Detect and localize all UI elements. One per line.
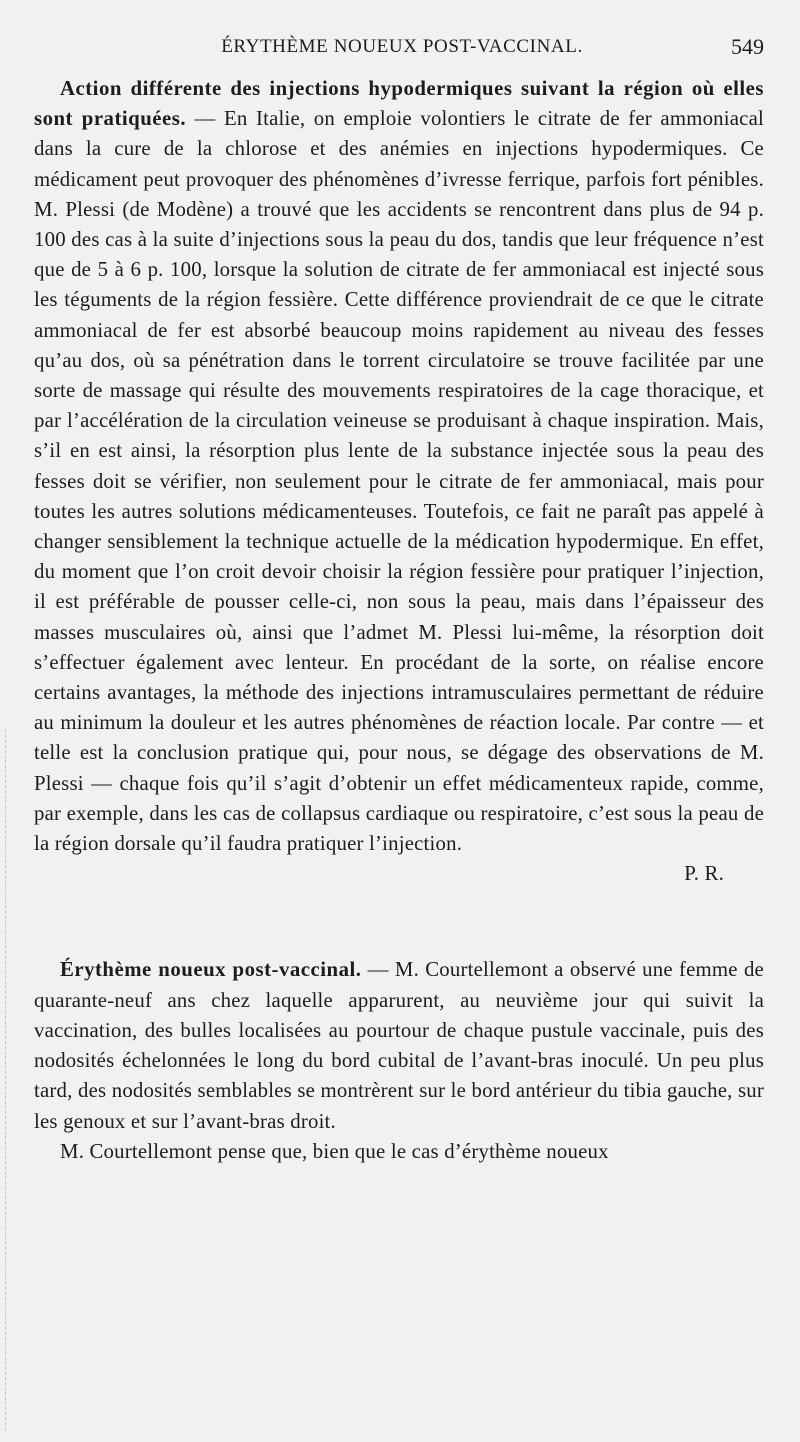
article-erytheme-heading: Érythème noueux post-vaccinal. — [60, 958, 362, 982]
article-injections-text: — En Italie, on emploie volontiers le citrate de fer ammoniacal dans la cure de la chlorose et des anémies en injections hypodermiques. Ce médicament peut provoquer des phénomènes d’ivresse ferrique, parfois fort pénibles. M. Plessi (de Modène) a trouvé que les accidents se rencontrent dans plus de 94 p. 100 des cas à la suite d’injections sous la peau du dos, tandis que leur fréquence n’est que de 5 à 6 p. 100, lorsque la solution de citrate de fer ammoniacal est injecté sous les téguments de la région fessière. Cette différence proviendrait de ce que le citrate ammoniacal de fer est absorbé beaucoup moins rapidement au niveau des fesses qu’au dos, où sa pénétration dans le torrent circulatoire se trouve facilitée par une sorte de massage qui résulte des mouvements respiratoires de la cage thoracique, et par l’accélération de la circulation veineuse se produisant à chaque inspiration. Mais, s’il en est ainsi, la résorption plus lente de la substance injectée sous la peau des fesses doit se vérifier, non seulement pour le citrate de fer ammoniacal, mais pour toutes les autres solutions médicamenteuses. Toutefois, ce fait ne paraît pas appelé à changer sensiblement la technique actuelle de la médication hypodermique. En effet, du moment que l’on croit devoir choisir la région fessière pour pratiquer l’injection, il est préférable de pousser celle-ci, non sous la peau, mais dans l’épaisseur des masses musculaires où, ainsi que l’admet M. Plessi lui-même, la résorption doit s’effectuer également avec lenteur. En procédant de la sorte, on réalise encore certains avantages, la méthode des injections intramusculaires permettant de réduire au minimum la douleur et les autres phénomènes de réaction locale. Par contre — et telle est la conclusion pratique qui, pour nous, se dégage des observations de M. Plessi — chaque fois qu’il s’agit d’obtenir un effet médicamenteux rapide, comme, par exemple, dans les cas de collapsus cardiaque ou respiratoire, c’est sous la peau de la région dorsale qu’il faudra pratiquer l’injection. — [34, 107, 765, 856]
page-header — [40, 28, 764, 68]
page-number: 549 — [731, 34, 764, 59]
article-injections — [34, 74, 764, 859]
article-signature: P. R. — [684, 862, 724, 886]
article-erytheme-text: — M. Courtellemont a observé une femme de quarante-neuf ans chez laquelle apparurent, au neuvième jour qui suivit la vaccination, des bulles localisées au pourtour de chaque pustule vaccinale, puis des nodosités échelonnées le long du bord cubital de l’avant-bras inoculé. Un peu plus tard, des nodosités semblables se montrèrent sur le bord antérieur du tibia gauche, sur les genoux et sur l’avant-bras droit. — [34, 958, 764, 1133]
article-injections-heading: Action différente des injections hypodermiques suivant la région où elles sont pratiquées. — [34, 77, 764, 131]
article-erytheme-continuation: M. Courtellemont pense que, bien que le cas d’érythème noueux — [60, 1139, 609, 1163]
margin-scan-mark — [5, 730, 7, 1430]
page-body — [34, 74, 764, 1167]
article-erytheme — [34, 955, 764, 1136]
running-title: ÉRYTHÈME NOUEUX POST-VACCINAL. — [221, 36, 583, 57]
